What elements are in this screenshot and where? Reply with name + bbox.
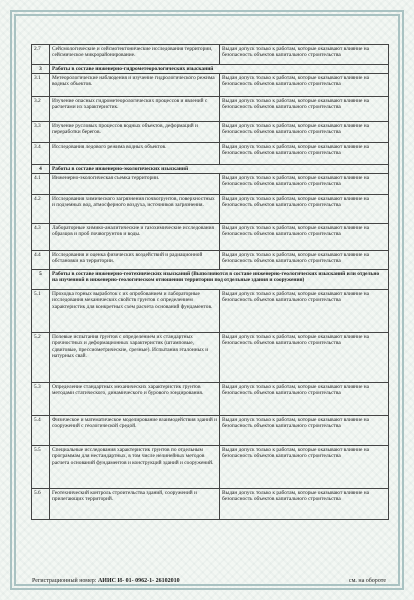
work-description: Метеорологические наблюдения и изучение гидрологического режима водных объектов. xyxy=(50,74,220,97)
table-row xyxy=(32,45,389,65)
row-number: 5.4 xyxy=(32,416,50,446)
row-number: 5.6 xyxy=(32,489,50,520)
permit-note: Выдан допуск только к работам, которые оказывают влияние на безопасность объектов капитального строительства xyxy=(220,251,389,270)
permit-note: Выдан допуск только к работам, которые оказывают влияние на безопасность объектов капитального строительства xyxy=(220,333,389,383)
permit-note: Выдан допуск только к работам, которые оказывают влияние на безопасность объектов капитального строительства xyxy=(220,97,389,122)
permit-note: Выдан допуск только к работам, которые оказывают влияние на безопасность объектов капитального строительства xyxy=(220,122,389,143)
work-description: Геотехнический контроль строительства зданий, сооружений и прилегающих территорий. xyxy=(50,489,220,520)
registration-number: АИИС И- 01- 0962-1- 26102010 xyxy=(97,578,180,584)
registration-label: Регистрационный номер: xyxy=(32,578,97,584)
work-description: Изучение опасных гидрометеорологических процессов и явлений с расчетами их характеристик. xyxy=(50,97,220,122)
permit-note: Выдан допуск только к работам, которые оказывают влияние на безопасность объектов капитального строительства xyxy=(220,383,389,416)
section-row xyxy=(32,65,389,74)
row-number: 4.1 xyxy=(32,174,50,195)
permit-note: Выдан допуск только к работам, которые оказывают влияние на безопасность объектов капитального строительства xyxy=(220,143,389,165)
row-number: 5.3 xyxy=(32,383,50,416)
row-number: 4 xyxy=(32,165,50,174)
work-description: Проходка горных выработок с их опробованием и лабораторные исследования механических свойств грунтов с определением характеристик для конкретных схем расчета оснований фундаментов. xyxy=(50,290,220,333)
table-row xyxy=(32,74,389,97)
permit-note: Выдан допуск только к работам, которые оказывают влияние на безопасность объектов капитального строительства xyxy=(220,45,389,65)
table-row xyxy=(32,174,389,195)
row-number: 4.4 xyxy=(32,251,50,270)
row-number: 5.1 xyxy=(32,290,50,333)
permit-note: Выдан допуск только к работам, которые оказывают влияние на безопасность объектов капитального строительства xyxy=(220,489,389,520)
work-description: Инженерно-экологическая съемка территории. xyxy=(50,174,220,195)
permit-note: Выдан допуск только к работам, которые оказывают влияние на безопасность объектов капитального строительства xyxy=(220,174,389,195)
work-description: Специальные исследования характеристик грунтов по отдельным программам для нестандартных, в том числе нелинейных методов расчета оснований фундаментов и конструкций зданий и сооружений. xyxy=(50,446,220,489)
section-title: Работы в составе инженерно-геотехнических изысканий (Выполняются в составе инженерно-геологических изысканий или отдельно на изученной в инженерно-геологическом отношении территории под отдельные здания и сооружения) xyxy=(50,270,389,290)
permit-note: Выдан допуск только к работам, которые оказывают влияние на безопасность объектов капитального строительства xyxy=(220,416,389,446)
section-title: Работы в составе инженерно-экологических изысканий xyxy=(50,165,389,174)
row-number: 5 xyxy=(32,270,50,290)
work-description: Изучение русловых процессов водных объектов, деформаций и переработки берегов. xyxy=(50,122,220,143)
permits-table xyxy=(31,44,389,520)
table-row xyxy=(32,195,389,224)
work-description: Определение стандартных механических характеристик грунтов методами статического, динамического и бурового зондирования. xyxy=(50,383,220,416)
section-row xyxy=(32,270,389,290)
section-row xyxy=(32,165,389,174)
row-number: 3.4 xyxy=(32,143,50,165)
row-number: 5.5 xyxy=(32,446,50,489)
row-number: 2.7 xyxy=(32,45,50,65)
table-row xyxy=(32,97,389,122)
row-number: 3 xyxy=(32,65,50,74)
permit-note: Выдан допуск только к работам, которые оказывают влияние на безопасность объектов капитального строительства xyxy=(220,224,389,251)
registration-line xyxy=(32,577,180,585)
row-number: 3.1 xyxy=(32,74,50,97)
section-title: Работы в составе инженерно-гидрометеорологических изысканий xyxy=(50,65,389,74)
permits-table-body xyxy=(32,45,389,520)
row-number: 3.3 xyxy=(32,122,50,143)
permit-note: Выдан допуск только к работам, которые оказывают влияние на безопасность объектов капитального строительства xyxy=(220,446,389,489)
table-row xyxy=(32,251,389,270)
work-description: Исследования ледового режима водных объектов. xyxy=(50,143,220,165)
table-row xyxy=(32,416,389,446)
row-number: 4.2 xyxy=(32,195,50,224)
row-number: 3.2 xyxy=(32,97,50,122)
work-description: Сейсмологические и сейсмотектонические исследования территории, сейсмическое микрорайонирование. xyxy=(50,45,220,65)
permit-note: Выдан допуск только к работам, которые оказывают влияние на безопасность объектов капитального строительства xyxy=(220,290,389,333)
table-row xyxy=(32,224,389,251)
work-description: Исследования и оценка физических воздействий и радиационной обстановки на территории. xyxy=(50,251,220,270)
permit-note: Выдан допуск только к работам, которые оказывают влияние на безопасность объектов капитального строительства xyxy=(220,74,389,97)
table-row xyxy=(32,333,389,383)
table-row xyxy=(32,122,389,143)
row-number: 4.3 xyxy=(32,224,50,251)
table-row xyxy=(32,489,389,520)
row-number: 5.2 xyxy=(32,333,50,383)
continued-overleaf-note: см. на обороте xyxy=(348,578,386,584)
table-row xyxy=(32,383,389,416)
table-row xyxy=(32,143,389,165)
work-description: Полевые испытания грунтов с определением их стандартных прочностных и деформационных характеристик (штамповые, сдвиговые, прессиометрические, срезные). Испытания эталонных и натурных свай. xyxy=(50,333,220,383)
table-row xyxy=(32,290,389,333)
permit-note: Выдан допуск только к работам, которые оказывают влияние на безопасность объектов капитального строительства xyxy=(220,195,389,224)
work-description: Исследования химического загрязнения почвогрунтов, поверхностных и подземных вод, атмосферного воздуха, источников загрязнения. xyxy=(50,195,220,224)
work-description: Лабораторные химико-аналитические и газохимические исследования образцов и проб почвогрунтов и воды. xyxy=(50,224,220,251)
table-row xyxy=(32,446,389,489)
work-description: Физическое и математическое моделирование взаимодействия зданий и сооружений с геологической средой. xyxy=(50,416,220,446)
